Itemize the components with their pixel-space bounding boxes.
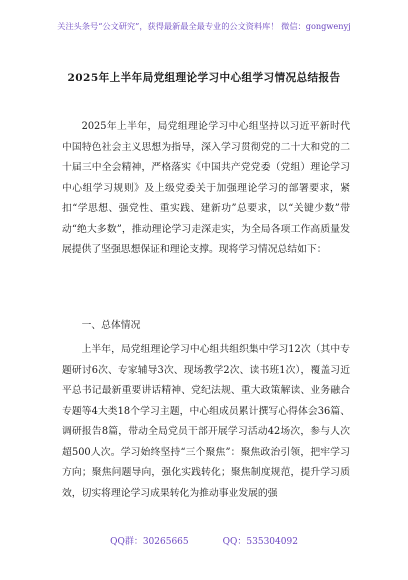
overview-paragraph: 上半年，局党组理论学习中心组共组织集中学习12次（其中专题研讨6次、专家辅导3次、现场教学2次、读书班1次），覆盖习近平总书记最新重要讲话精神、党纪法规、重大政策解读、业务融合专题等4大类18个学习主题，中心组成员累计撰写心得体会36篇、调研报告8篇，带动全局党员干部开展学习活动42场次，参与人次超500人次。学习始终坚持“三个聚焦”：聚焦政治引领，把牢学习方向；聚焦问题导向，强化实践转化；聚焦制度规范，提升学习质效，切实将理论学习成果转化为推动事业发展的强 [62, 344, 350, 499]
intro-section [62, 117, 350, 261]
header-promo-note[interactable]: 关注头条号“公文研究”，获得最新最全最专业的公文资料库！ 微信：gongwenyj [57, 21, 351, 31]
document-title: 2025年上半年局党组理论学习中心组学习情况总结报告 [67, 72, 341, 84]
footer-qq-group[interactable]: QQ群：30265665 [110, 537, 189, 547]
intro-paragraph: 2025年上半年，局党组理论学习中心组坚持以习近平新时代中国特色社会主义思想为指导，深入学习贯彻党的二十大和党的二十届三中全会精神，严格落实《中国共产党党委（党组）理论学习中心组学习规则》及上级党委关于加强理论学习的部署要求，紧扣“学思想、强党性、重实践、建新功”总要求，以“关键少数”带动“绝大多数”，推动理论学习走深走实，为全局各项工作高质量发展提供了坚强思想保证和理论支撑。现将学习情况总结如下： [62, 121, 350, 255]
footer-qq-number[interactable]: QQ：535304092 [222, 537, 298, 547]
section-heading-overview: 一、总体情况 [81, 320, 141, 331]
overview-section [62, 340, 350, 504]
footer-contact [0, 534, 408, 547]
